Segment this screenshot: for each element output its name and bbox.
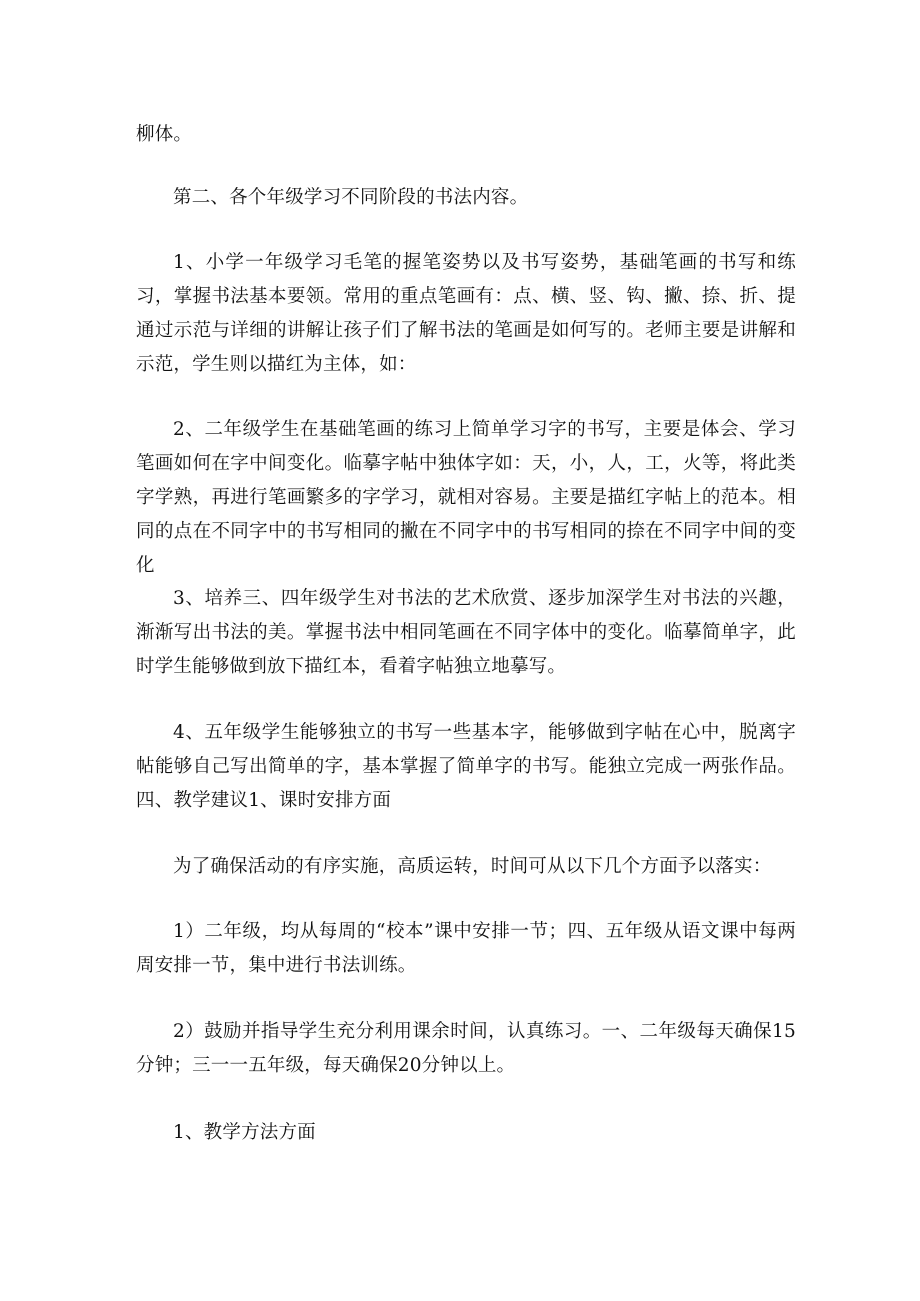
paragraph-section-heading: 第二、各个年级学习不同阶段的书法内容。 — [173, 187, 529, 208]
paragraph-schedule-intro: 为了确保活动的有序实施，高质运转，时间可从以下几个方面予以落实： — [173, 856, 772, 877]
paragraph-teaching-methods-heading: 1、教学方法方面 — [173, 1122, 316, 1143]
paragraph-grade-five: 4、五年级学生能够独立的书写一些基本字，能够做到字帖在心中，脱离字帖能够自己写出简单的字，基本掌握了简单字的书写。能独立完成一两张作品。四、教学建议1、课时安排方面 — [136, 722, 796, 811]
paragraph-continuation: 柳体。 — [136, 124, 193, 145]
paragraph-schedule-item-1: 1）二年级，均从每周的“校本”课中安排一节；四、五年级从语文课中每两周安排一节，集中进行书法训练。 — [136, 921, 796, 976]
paragraph-grades-three-four: 3、培养三、四年级学生对书法的艺术欣赏、逐步加深学生对书法的兴趣，渐渐写出书法的美。掌握书法中相同笔画在不同字体中的变化。临摹简单字，此时学生能够做到放下描红本，看着字帖独立地摹写。 — [136, 588, 796, 677]
paragraph-grade-one: 1、小学一年级学习毛笔的握笔姿势以及书写姿势，基础笔画的书写和练习，掌握书法基本要领。常用的重点笔画有：点、横、竖、钩、撇、捺、折、提通过示范与详细的讲解让孩子们了解书法的笔画是如何写的。老师主要是讲解和示范，学生则以描红为主体，如： — [136, 252, 796, 375]
paragraph-grade-two: 2、二年级学生在基础笔画的练习上简单学习字的书写，主要是体会、学习笔画如何在字中间变化。临摹字帖中独体字如：天，小，人，工，火等，将此类字学熟，再进行笔画繁多的字学习，就相对容易。主要是描红字帖上的范本。相同的点在不同字中的书写相同的撇在不同字中的书写相同的捺在不同字中间的变化 — [136, 419, 796, 576]
paragraph-schedule-item-2: 2）鼓励并指导学生充分利用课余时间，认真练习。一、二年级每天确保15分钟；三一一五年级，每天确保20分钟以上。 — [136, 1021, 796, 1076]
